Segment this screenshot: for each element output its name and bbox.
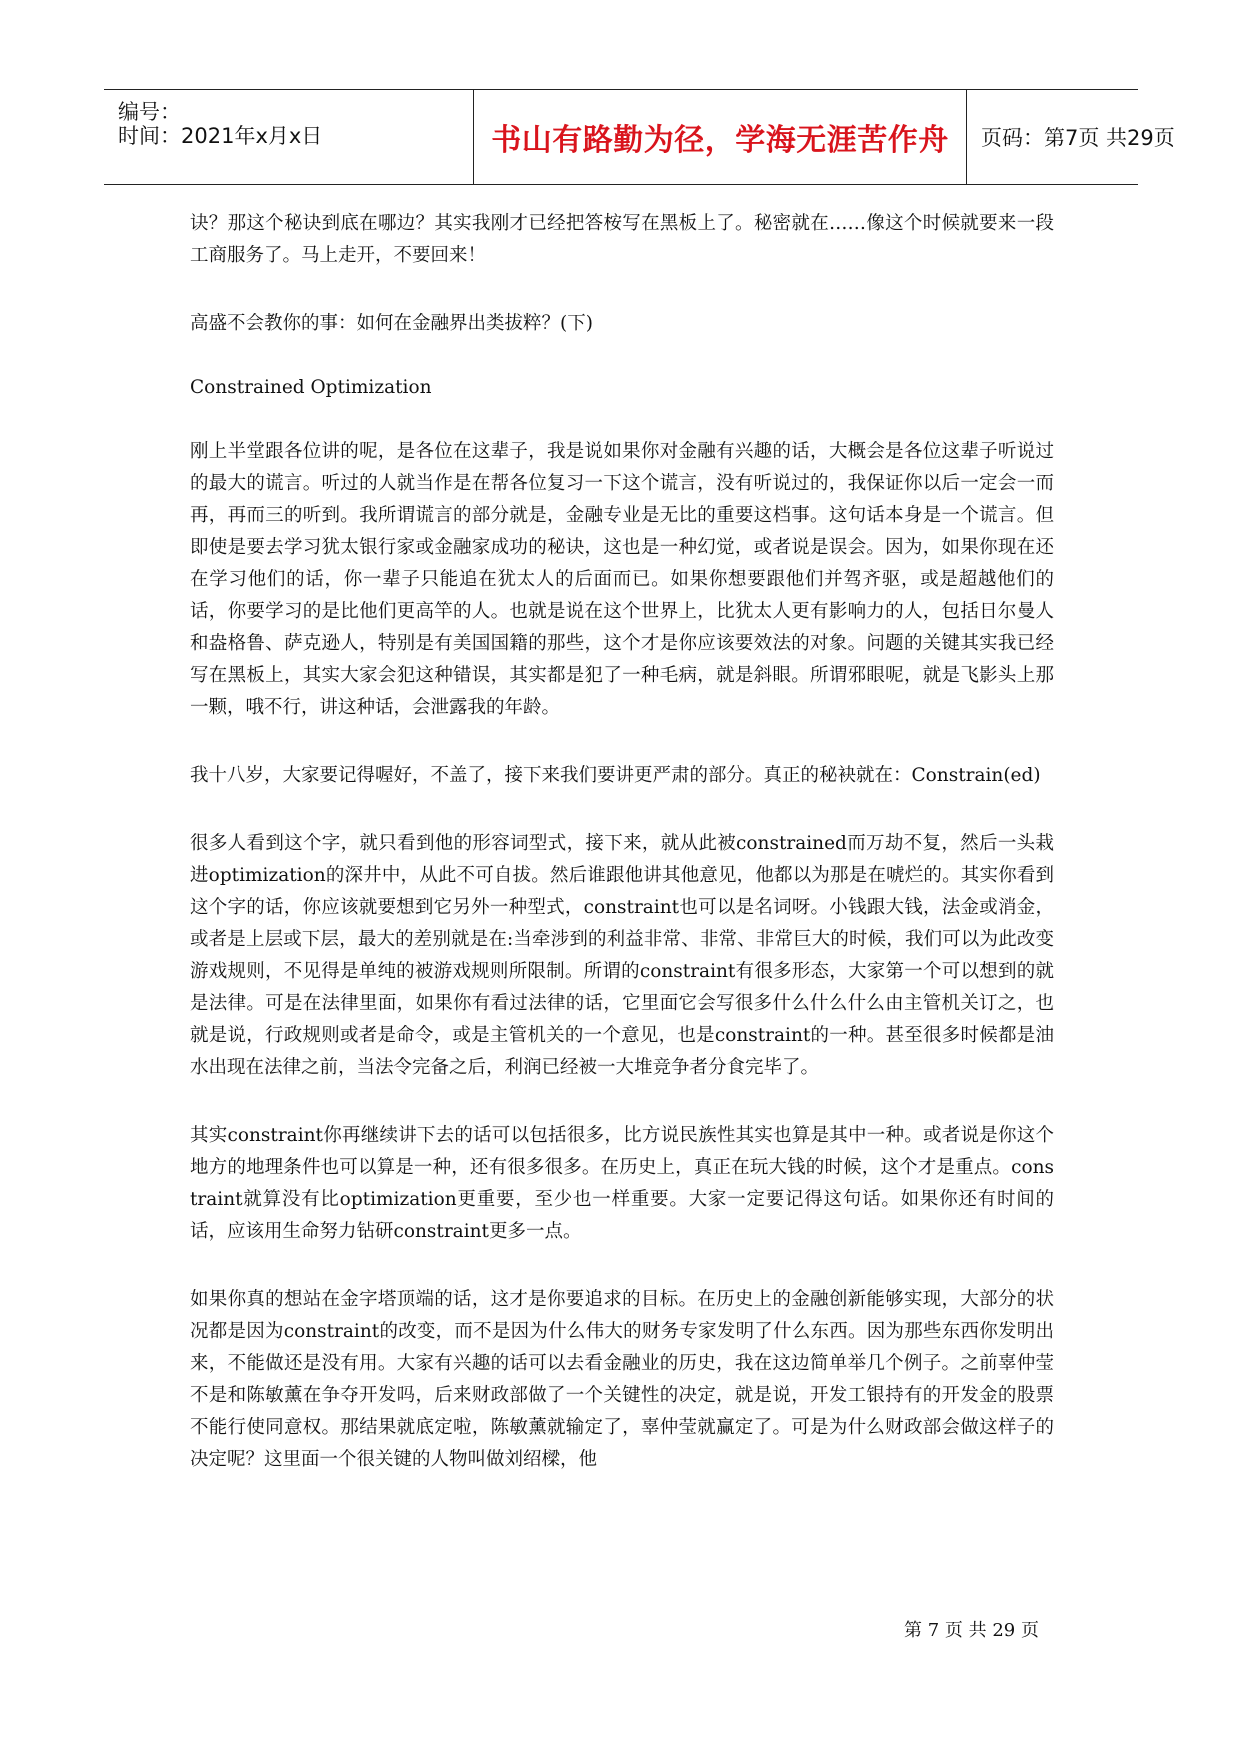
header-motto-cell (473, 90, 967, 184)
section-subtitle: Constrained Optimization (190, 377, 432, 398)
date-label: 时间：2021年x月x日 (118, 124, 323, 148)
header-motto: 书山有路勤为径，学海无涯苦作舟 (491, 123, 949, 158)
paragraph-history: 如果你真的想站在金字塔顶端的话，这才是你要追求的目标。在历史上的金融创新能够实现，大部分的状况都是因为constraint的改变，而不是因为什么伟大的财务专家发明了什么东西。因为那些东西你发明出来，不能做还是没有用。大家有兴趣的话可以去看金融业的历史，我在这边简单举几个例子。之前辜仲莹不是和陈敏薰在争夺开发吗，后来财政部做了一个关键性的决定，就是说，开发工银持有的开发金的股票不能行使同意权。那结果就底定啦，陈敏薰就输定了，辜仲莹就赢定了。可是为什么财政部会做这样子的决定呢？这里面一个很关键的人物叫做刘绍樑，他 (190, 1289, 1054, 1470)
page-header (104, 89, 1175, 185)
header-info-cell (118, 90, 473, 184)
serial-number-label: 编号： (118, 100, 181, 124)
header-page-cell (967, 90, 1175, 184)
paragraph-lie: 刚上半堂跟各位讲的呢，是各位在这辈子，我是说如果你对金融有兴趣的话，大概会是各位这辈子听说过的最大的谎言。听过的人就当作是在帮各位复习一下这个谎言，没有听说过的，我保证你以后一定会一而再，再而三的听到。我所谓谎言的部分就是，金融专业是无比的重要这档事。这句话本身是一个谎言。但即使是要去学习犹太银行家或金融家成功的秘诀，这也是一种幻觉，或者说是误会。因为，如果你现在还在学习他们的话，你一辈子只能追在犹太人的后面而已。如果你想要跟他们并驾齐驱，或是超越他们的话，你要学习的是比他们更高竿的人。也就是说在这个世界上，比犹太人更有影响力的人，包括日尔曼人和盎格鲁、萨克逊人，特别是有美国国籍的那些，这个才是你应该要效法的对象。问题的关键其实我已经写在黑板上，其实大家会犯这种错误，其实都是犯了一种毛病，就是斜眼。所谓邪眼呢，就是飞影头上那一颗，哦不行，讲这种话，会泄露我的年龄。 (190, 441, 1054, 718)
header-page-code: 页码：第7页 共29页 (981, 126, 1175, 150)
paragraph-secret: 我十八岁，大家要记得喔好，不盖了，接下来我们要讲更严肃的部分。真正的秘袂就在：Constrain(ed) (190, 765, 1041, 786)
paragraph-constraint: 很多人看到这个字，就只看到他的形容词型式，接下来，就从此被constrained而万劫不复，然后一头栽进optimization的深井中，从此不可自拔。然后谁跟他讲其他意见，他都以为那是在唬烂的。其实你看到这个字的话，你应该就要想到它另外一种型式，constraint也可以是名词呀。小钱跟大钱，法金或消金，或者是上层或下层，最大的差别就是在:当牵涉到的利益非常、非常、非常巨大的时候，我们可以为此改变游戏规则，不见得是单纯的被游戏规则所限制。所谓的constraint有很多形态，大家第一个可以想到的就是法律。可是在法律里面，如果你有看过法律的话，它里面它会写很多什么什么什么由主管机关订之，也就是说，行政规则或者是命令，或是主管机关的一个意见，也是constraint的一种。甚至很多时候都是油水出现在法律之前，当法令完备之后，利润已经被一大堆竞争者分食完毕了。 (190, 833, 1054, 1078)
page-footer: 第 7 页 共 29 页 (904, 1620, 1039, 1641)
section-title: 高盛不会教你的事：如何在金融界出类拔粹？(下) (190, 313, 593, 334)
document-body (190, 208, 1054, 1512)
paragraph-constraint-more: 其实constraint你再继续讲下去的话可以包括很多，比方说民族性其实也算是其中一种。或者说是你这个地方的地理条件也可以算是一种，还有很多很多。在历史上，真正在玩大钱的时候，这个才是重点。constraint就算没有比optimization更重要，至少也一样重要。大家一定要记得这句话。如果你还有时间的话，应该用生命努力钻研constraint更多一点。 (190, 1125, 1054, 1242)
paragraph-intro: 诀？那这个秘诀到底在哪边？其实我刚才已经把答桉写在黑板上了。秘密就在……像这个时候就要来一段工商服务了。马上走开，不要回来！ (190, 213, 1054, 266)
